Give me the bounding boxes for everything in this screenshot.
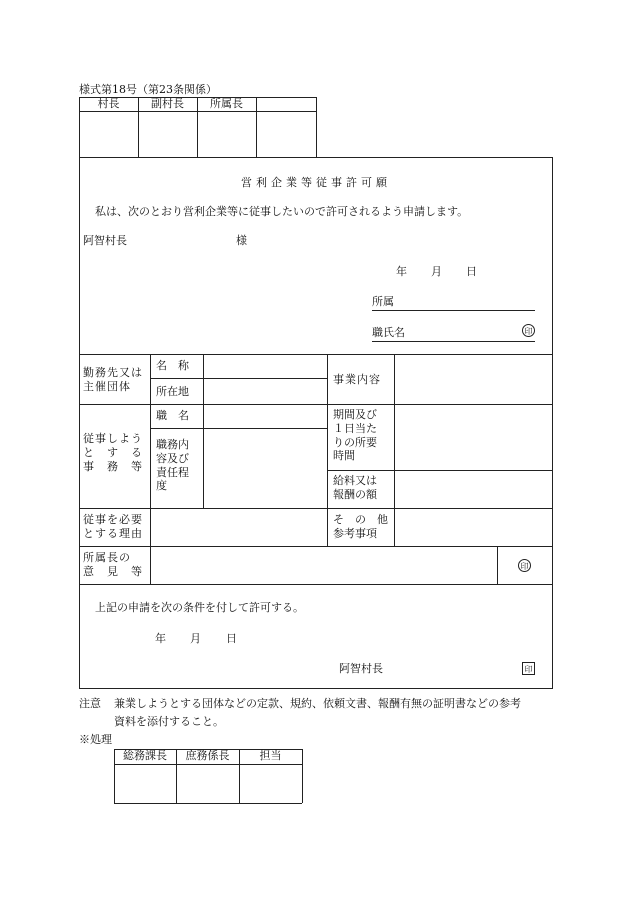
- stamp-header-general-affairs: 総務課長: [123, 749, 167, 762]
- opinion-input[interactable]: [151, 547, 496, 583]
- stamp-header-dept-head: 所属長: [210, 97, 243, 110]
- duty-content-label: 職務内 容及び 責任程 度: [156, 438, 189, 493]
- date-year-label: 年: [396, 265, 407, 278]
- period-input[interactable]: [395, 405, 552, 469]
- affiliation-field[interactable]: [372, 310, 535, 311]
- note-text-line-2: 資料を添付すること。: [114, 715, 224, 728]
- honorific: 様: [236, 234, 247, 247]
- addressee: 阿智村長: [83, 234, 127, 247]
- position-label: 職 名: [156, 409, 189, 422]
- stamp-header-in-charge: 担当: [259, 749, 282, 762]
- date-day-label: 日: [466, 265, 477, 278]
- position-input[interactable]: [204, 405, 326, 427]
- affiliation-label: 所属: [372, 295, 394, 308]
- approval-date-day: 日: [226, 632, 237, 645]
- applicant-seal-icon: 印: [522, 324, 535, 337]
- stamp-header-clerk-chief: 庶務係長: [185, 749, 230, 762]
- employer-name-input[interactable]: [204, 355, 326, 377]
- salary-input[interactable]: [395, 471, 552, 507]
- business-content-input[interactable]: [395, 355, 552, 403]
- approver-name: 阿智村長: [339, 662, 383, 675]
- period-label: 期間及び １日当た りの所要 時間: [333, 408, 377, 463]
- duty-label: 従事しよう と す る 事 務 等: [83, 432, 143, 473]
- employer-name-label: 名 称: [156, 359, 189, 372]
- approval-date-month: 月: [190, 632, 201, 645]
- employer-address-label: 所在地: [156, 385, 189, 398]
- other-label: そ の 他 参考事項: [333, 513, 388, 540]
- employer-address-input[interactable]: [204, 379, 326, 403]
- employer-label: 勤務先又は 主催団体: [83, 366, 143, 393]
- note-text-line-1: 兼業しようとする団体などの定款、規約、依頼文書、報酬有無の証明書などの参考: [114, 697, 521, 710]
- dept-head-seal-icon: 印: [518, 559, 531, 572]
- other-input[interactable]: [395, 509, 552, 545]
- reason-input[interactable]: [151, 509, 326, 545]
- stamp-header-village-head: 村長: [97, 97, 120, 110]
- salary-label: 給料又は 報酬の額: [333, 474, 377, 501]
- business-content-label: 事業内容: [333, 373, 381, 386]
- approval-text: 上記の申請を次の条件を付して許可する。: [95, 601, 304, 614]
- approver-seal-icon: 印: [522, 662, 535, 675]
- intro-text: 私は、次のとおり営利企業等に従事したいので許可されるよう申請します。: [95, 205, 469, 218]
- name-label: 職氏名: [372, 326, 405, 339]
- date-month-label: 月: [431, 265, 442, 278]
- form-number: 様式第18号（第23条関係）: [79, 83, 217, 96]
- reason-label: 従事を必要 とする理由: [83, 513, 143, 540]
- form-title: 営利企業等従事許可願: [241, 176, 391, 189]
- processing-label: ※処理: [79, 733, 112, 746]
- duty-content-input[interactable]: [204, 429, 326, 507]
- opinion-label: 所属長の 意 見 等: [83, 551, 143, 578]
- approval-date-year: 年: [155, 632, 166, 645]
- note-label: 注意: [79, 697, 101, 710]
- name-field[interactable]: [372, 341, 535, 342]
- stamp-header-deputy-head: 副村長: [151, 97, 184, 110]
